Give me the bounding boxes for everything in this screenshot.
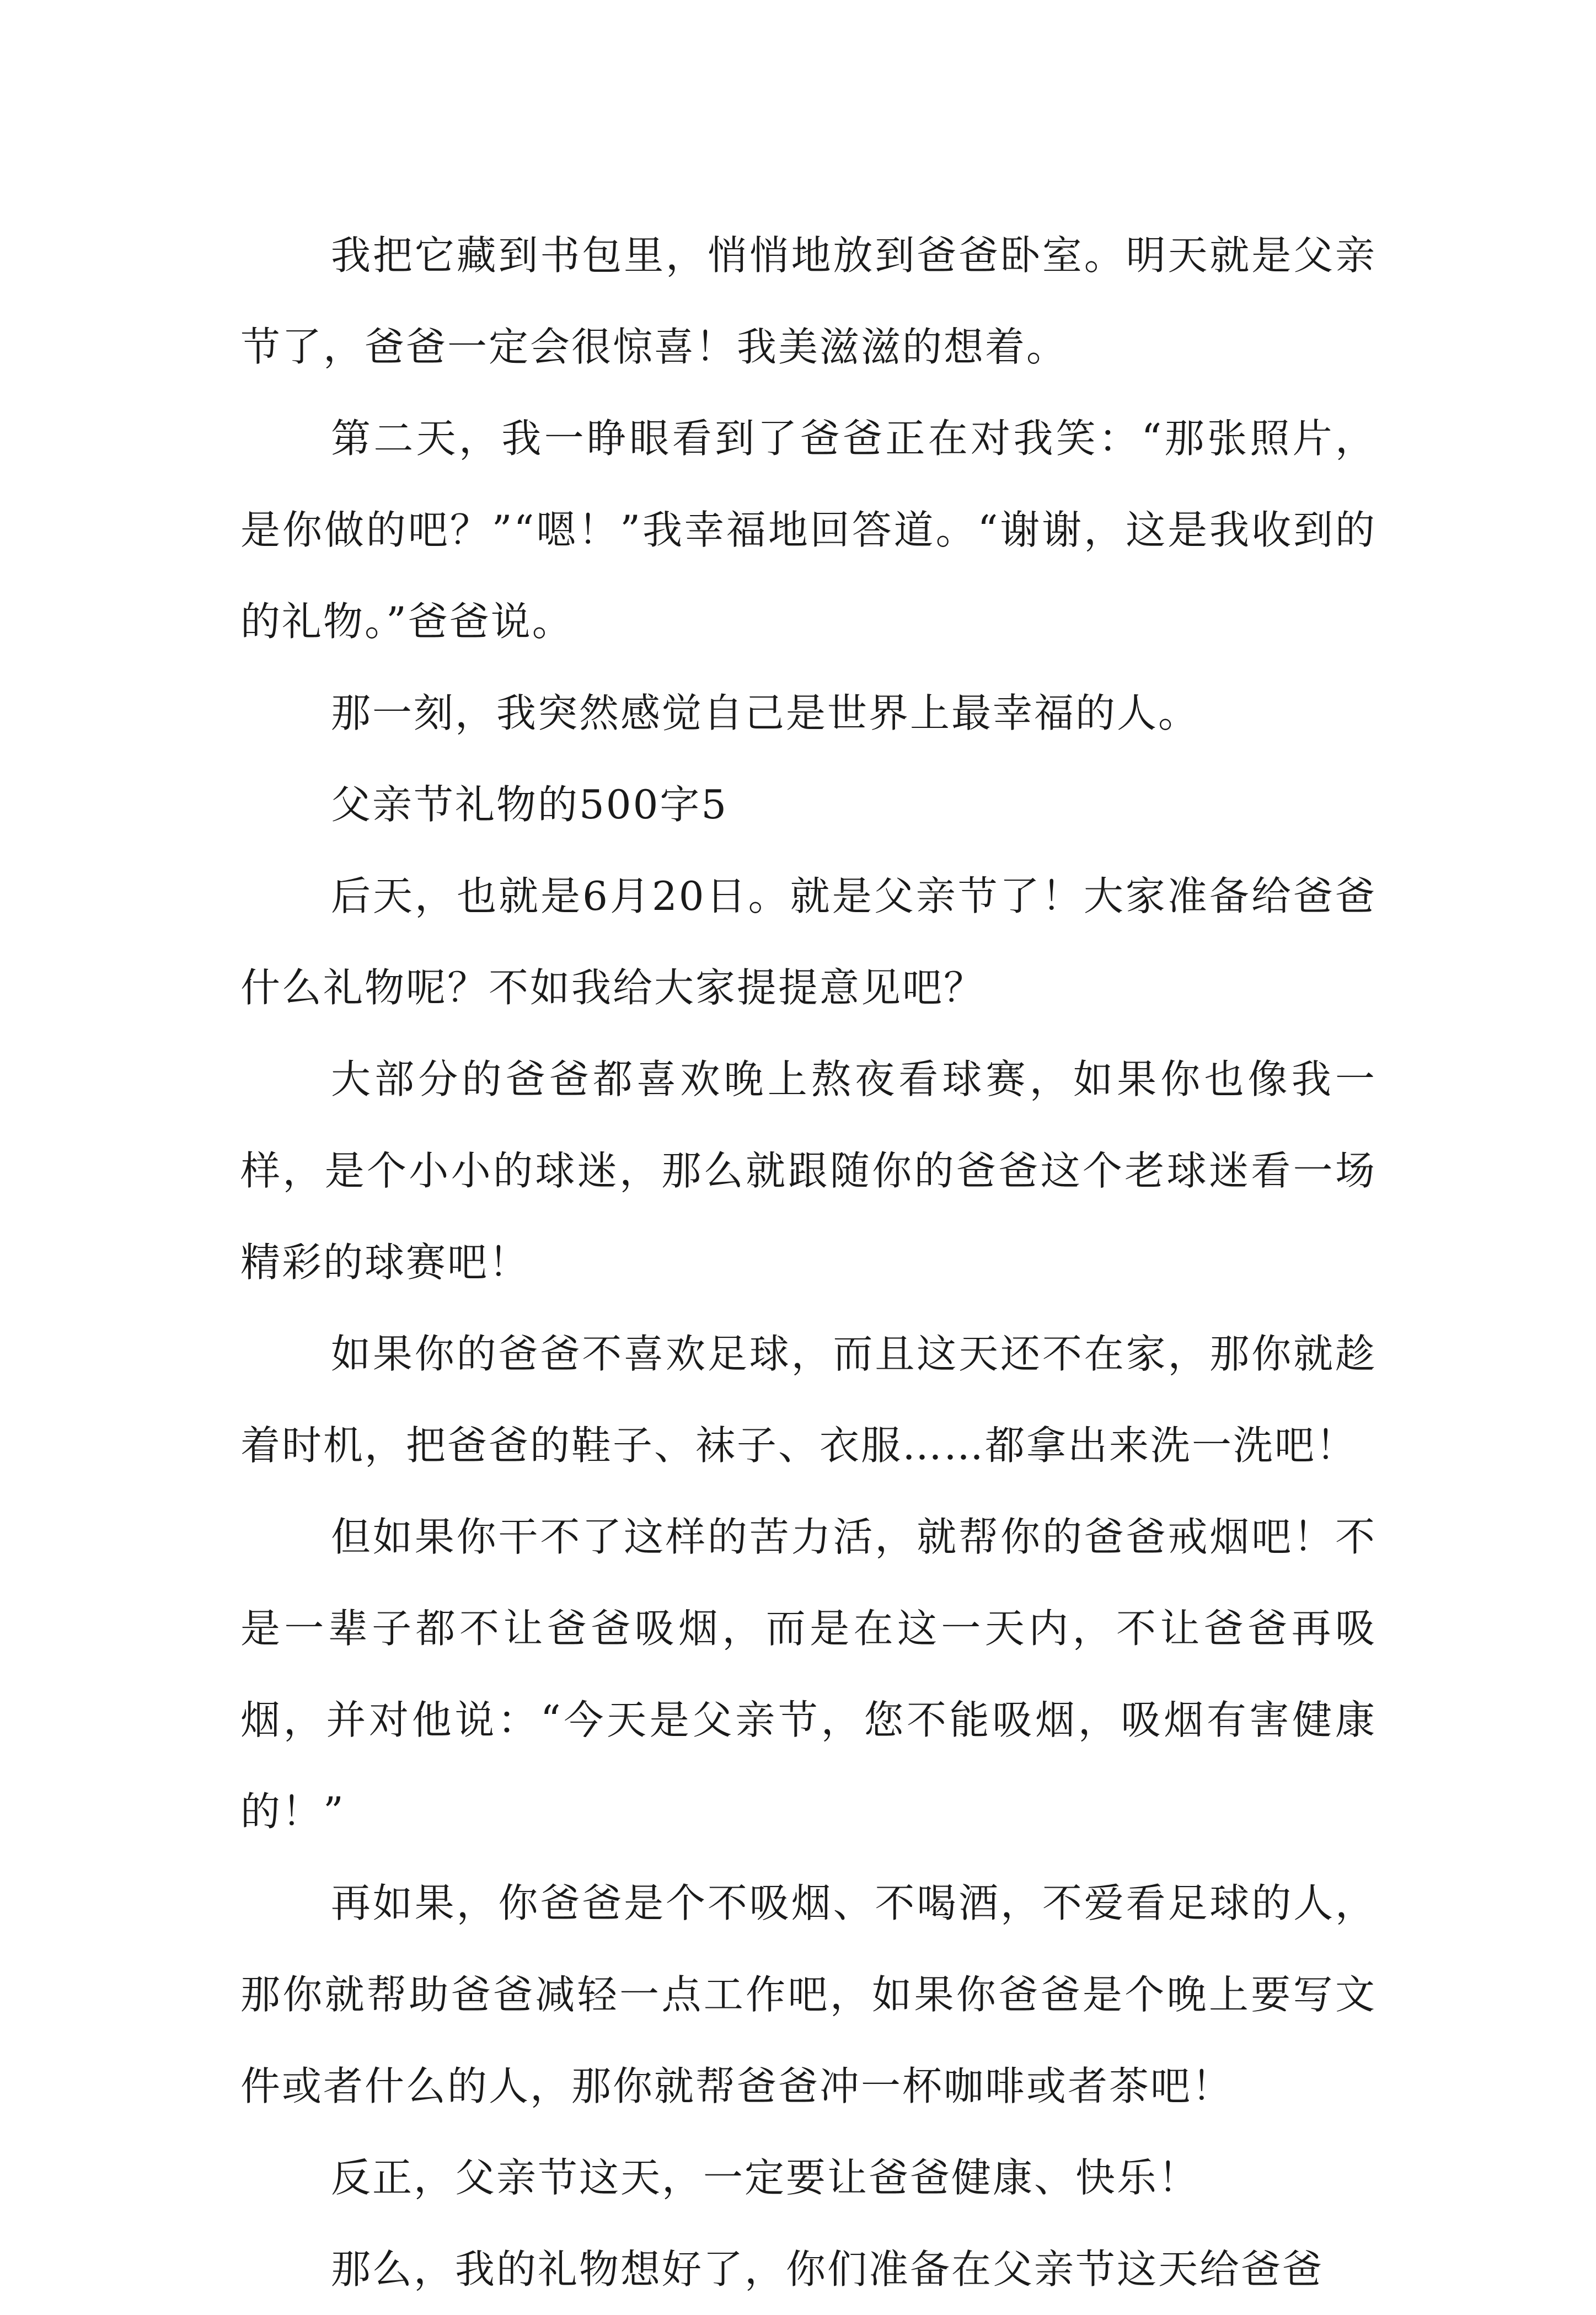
paragraph: 我把它藏到书包里，悄悄地放到爸爸卧室。明天就是父亲节了，爸爸一定会很惊喜！我美滋滋的想着。 bbox=[240, 232, 1377, 370]
paragraph: 反正，父亲节这天，一定要让爸爸健康、快乐！ bbox=[331, 2155, 1200, 2201]
paragraph: 后天，也就是6月20日。就是父亲节了！大家准备给爸爸什么礼物呢？不如我给大家提提意见吧？ bbox=[240, 873, 1377, 1011]
paragraph: 再如果，你爸爸是个不吸烟、不喝酒，不爱看足球的人，那你就帮助爸爸减轻一点工作吧，如果你爸爸是个晚上要写文件或者什么的人，那你就帮爸爸冲一杯咖啡或者茶吧！ bbox=[240, 1880, 1377, 2109]
paragraph: 那么，我的礼物想好了，你们准备在父亲节这天给爸爸 bbox=[331, 2246, 1324, 2292]
paragraph: 那一刻，我突然感觉自己是世界上最幸福的人。 bbox=[331, 690, 1200, 736]
paragraph: 第二天，我一睁眼看到了爸爸正在对我笑：“那张照片，是你做的吧？”“嗯！”我幸福地回答道。“谢谢，这是我收到的的礼物。”爸爸说。 bbox=[240, 415, 1377, 645]
section-heading: 父亲节礼物的500字5 bbox=[331, 781, 729, 828]
document-body bbox=[240, 210, 1377, 2315]
paragraph: 但如果你干不了这样的苦力活，就帮你的爸爸戒烟吧！不是一辈子都不让爸爸吸烟，而是在这一天内，不让爸爸再吸烟，并对他说：“今天是父亲节，您不能吸烟，吸烟有害健康的！” bbox=[240, 1514, 1377, 1835]
paragraph: 大部分的爸爸都喜欢晚上熬夜看球赛，如果你也像我一样，是个小小的球迷，那么就跟随你的爸爸这个老球迷看一场精彩的球赛吧！ bbox=[240, 1056, 1377, 1285]
paragraph: 如果你的爸爸不喜欢足球，而且这天还不在家，那你就趁着时机，把爸爸的鞋子、袜子、衣服……都拿出来洗一洗吧！ bbox=[240, 1331, 1377, 1469]
